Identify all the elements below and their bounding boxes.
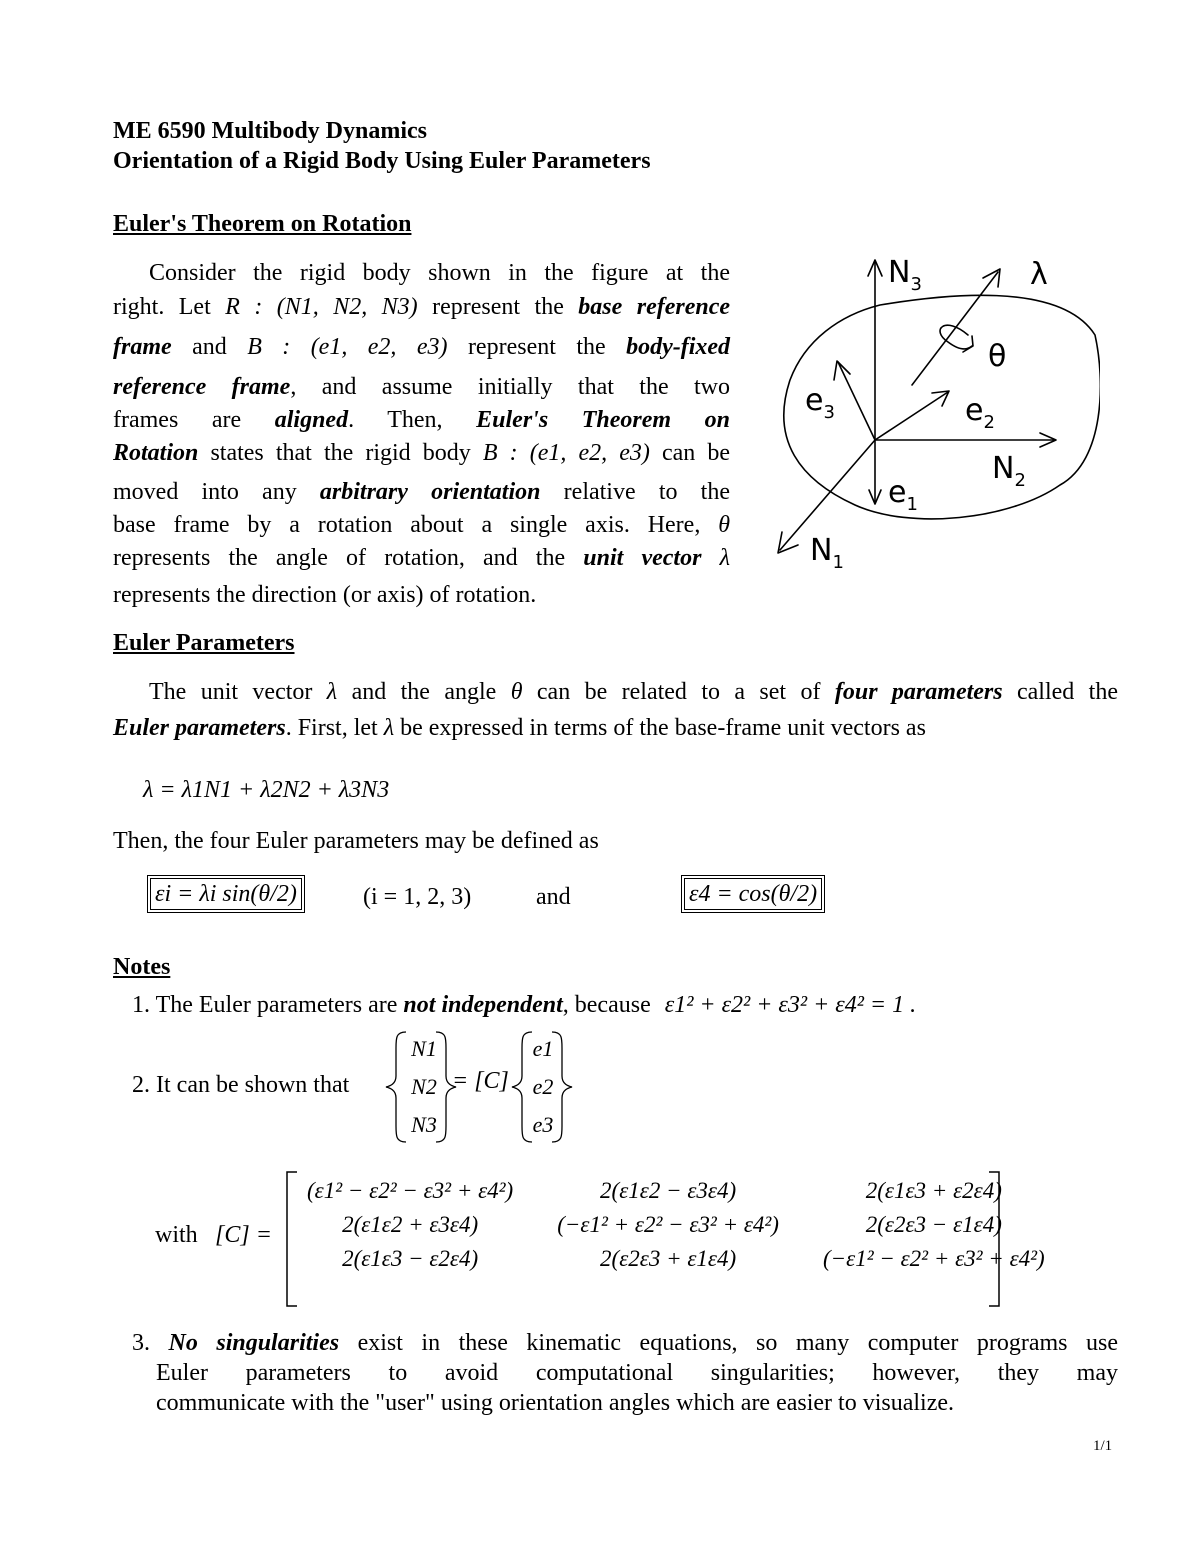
text: exist in these kinematic equations, so many computer programs use [357, 1330, 1118, 1356]
para-line [132, 1328, 1118, 1358]
matrix-cell: 2(ε1ε3 − ε2ε4) [342, 1246, 479, 1271]
label-N1: $N_1$ [810, 533, 844, 573]
eps-i-equation-box [150, 879, 302, 909]
matrix-row [285, 1242, 1067, 1276]
matrix-cell: 2(ε1ε3 + ε2ε4) [865, 1178, 1002, 1203]
para-line [113, 543, 730, 580]
emphasis: frame [113, 334, 172, 360]
para-line [113, 258, 730, 292]
para-line [132, 1358, 1118, 1388]
and-text: and [536, 884, 571, 910]
C-matrix [285, 1170, 1045, 1308]
text: relative to the [563, 479, 731, 505]
eps4-equation: ε4 = cos(θ/2) [684, 878, 822, 910]
para-line [113, 510, 730, 543]
emphasis: Euler parameters [113, 715, 286, 741]
matrix-row [285, 1208, 1067, 1242]
label-theta: θ [988, 339, 1007, 374]
matrix-cell: (−ε1² − ε2² + ε3² + ε4²) [822, 1246, 1045, 1271]
text: . Then, [348, 407, 443, 433]
text: base frame by a rotation about a single axis. Here, [113, 512, 701, 538]
emphasis: body-fixed [626, 334, 731, 360]
text: Consider the rigid body shown in the figure at the [149, 260, 730, 286]
with-text: with [155, 1222, 198, 1248]
text: moved into any [113, 479, 297, 505]
eps4-equation-box [684, 879, 822, 909]
note-3 [132, 1328, 1118, 1418]
section-heading-euler-parameters: Euler Parameters [113, 630, 295, 656]
e-vector [528, 1030, 558, 1144]
text: 3. [132, 1330, 150, 1356]
text: and the angle [351, 679, 497, 705]
matrix-cell: 2(ε2ε3 + ε1ε4) [600, 1246, 737, 1271]
frame-R-expression: R : (N1, N2, N3) [225, 294, 418, 320]
lambda-symbol: λ [383, 715, 395, 741]
text: states that the rigid body [210, 440, 471, 466]
text: communicate with the "user" using orientation angles which are easier to visualize. [156, 1390, 955, 1416]
text: be expressed in terms of the base-frame unit vectors as [400, 715, 926, 741]
lambda-equation: λ = λ1N1 + λ2N2 + λ3N3 [143, 777, 390, 803]
e1: e1 [532, 1036, 554, 1061]
e2: e2 [532, 1074, 554, 1099]
text: The unit vector [149, 679, 313, 705]
para-line [113, 713, 1118, 749]
matrix-row [285, 1174, 1067, 1208]
text: and [192, 334, 227, 360]
label-e1: $e_1$ [888, 475, 918, 515]
label-N2: $N_2$ [992, 451, 1026, 491]
para-line [113, 438, 730, 477]
eps-i-equation: εi = λi sin(θ/2) [150, 878, 302, 910]
e3: e3 [532, 1112, 554, 1137]
transform-equation [380, 1028, 580, 1146]
emphasis: base reference [578, 294, 731, 320]
e2-axis [875, 392, 948, 440]
emphasis: four parameters [834, 679, 1003, 705]
text: 1. The Euler parameters are [132, 992, 398, 1018]
para-line [113, 477, 730, 510]
lambda-axis [912, 272, 998, 385]
euler-parameters-paragraph [113, 677, 1118, 749]
text: can be related to a set of [536, 679, 821, 705]
matrix-cell: 2(ε1ε2 − ε3ε4) [600, 1178, 737, 1203]
C-label: [C] = [215, 1222, 272, 1248]
frame-B-expression: B : (e1, e2, e3) [482, 440, 650, 466]
para-line [113, 372, 730, 405]
rotation-arc [940, 325, 972, 349]
emphasis: reference frame [113, 374, 291, 400]
text: represents the angle of rotation, and the [113, 545, 566, 571]
page-number: 1/1 [1093, 1438, 1113, 1454]
para-line [132, 1388, 1118, 1418]
euler-theorem-paragraph [113, 258, 730, 613]
label-e2: $e_2$ [965, 393, 995, 433]
course-title: ME 6590 Multibody Dynamics [113, 118, 428, 144]
para-line [113, 405, 730, 438]
text: represent the [467, 334, 606, 360]
frame-B-expression: B : (e1, e2, e3) [247, 334, 448, 360]
para-line [113, 677, 1118, 713]
matrix-table [285, 1174, 1067, 1276]
text: , and assume initially that the two [290, 374, 731, 400]
constraint-equation: ε1² + ε2² + ε3² + ε4² = 1 . [664, 992, 917, 1018]
text: , because [562, 992, 651, 1018]
text: frames are [113, 407, 242, 433]
N2: N2 [411, 1074, 437, 1099]
emphasis: Rotation [113, 440, 199, 466]
lambda-symbol: λ [719, 545, 730, 571]
N-vector [404, 1030, 444, 1144]
matrix-cell: 2(ε2ε3 − ε1ε4) [865, 1212, 1002, 1237]
section-heading-notes: Notes [113, 954, 171, 980]
para-line [113, 292, 730, 332]
note-1 [132, 990, 916, 1020]
matrix-cell: (ε1² − ε2² − ε3² + ε4²) [307, 1178, 514, 1203]
lambda-symbol: λ [326, 679, 338, 705]
para-line [113, 332, 730, 372]
index-range: (i = 1, 2, 3) [363, 884, 472, 910]
text: Euler parameters to avoid computational singularities; however, they may [156, 1360, 1118, 1386]
matrix-cell: (−ε1² + ε2² − ε3² + ε4²) [557, 1212, 779, 1237]
C-multiplier: = [C] [452, 1068, 509, 1094]
left-brace-open [386, 1032, 406, 1142]
theta-symbol: θ [510, 679, 523, 705]
text: right. Let [113, 294, 211, 320]
label-e3: $e_3$ [805, 383, 835, 423]
theta-symbol: θ [718, 512, 730, 538]
emphasis: No singularities [168, 1330, 340, 1356]
text: . First, let [285, 715, 378, 741]
rigid-body-figure [760, 240, 1100, 580]
text: represents the direction (or axis) of rotation. [113, 582, 537, 608]
e3-axis [838, 362, 875, 440]
note-2-text: 2. It can be shown that [132, 1072, 350, 1098]
text: called the [1016, 679, 1118, 705]
emphasis: unit vector [583, 545, 702, 571]
text: represent the [432, 294, 564, 320]
N1: N1 [411, 1036, 437, 1061]
text: Then, the four Euler parameters may be defined as [113, 828, 599, 854]
emphasis: aligned [274, 407, 349, 433]
N3: N3 [411, 1112, 437, 1137]
emphasis: not independent [403, 992, 563, 1018]
label-N3: $N_3$ [888, 255, 922, 295]
label-lambda: λ [1030, 257, 1048, 292]
document-title: Orientation of a Rigid Body Using Euler Parameters [113, 148, 651, 174]
text: can be [661, 440, 730, 466]
emphasis: arbitrary orientation [319, 479, 541, 505]
section-heading-euler-theorem: Euler's Theorem on Rotation [113, 211, 412, 237]
emphasis: Euler's Theorem on [476, 407, 730, 433]
para-line [113, 580, 730, 613]
matrix-cell: 2(ε1ε2 + ε3ε4) [342, 1212, 479, 1237]
